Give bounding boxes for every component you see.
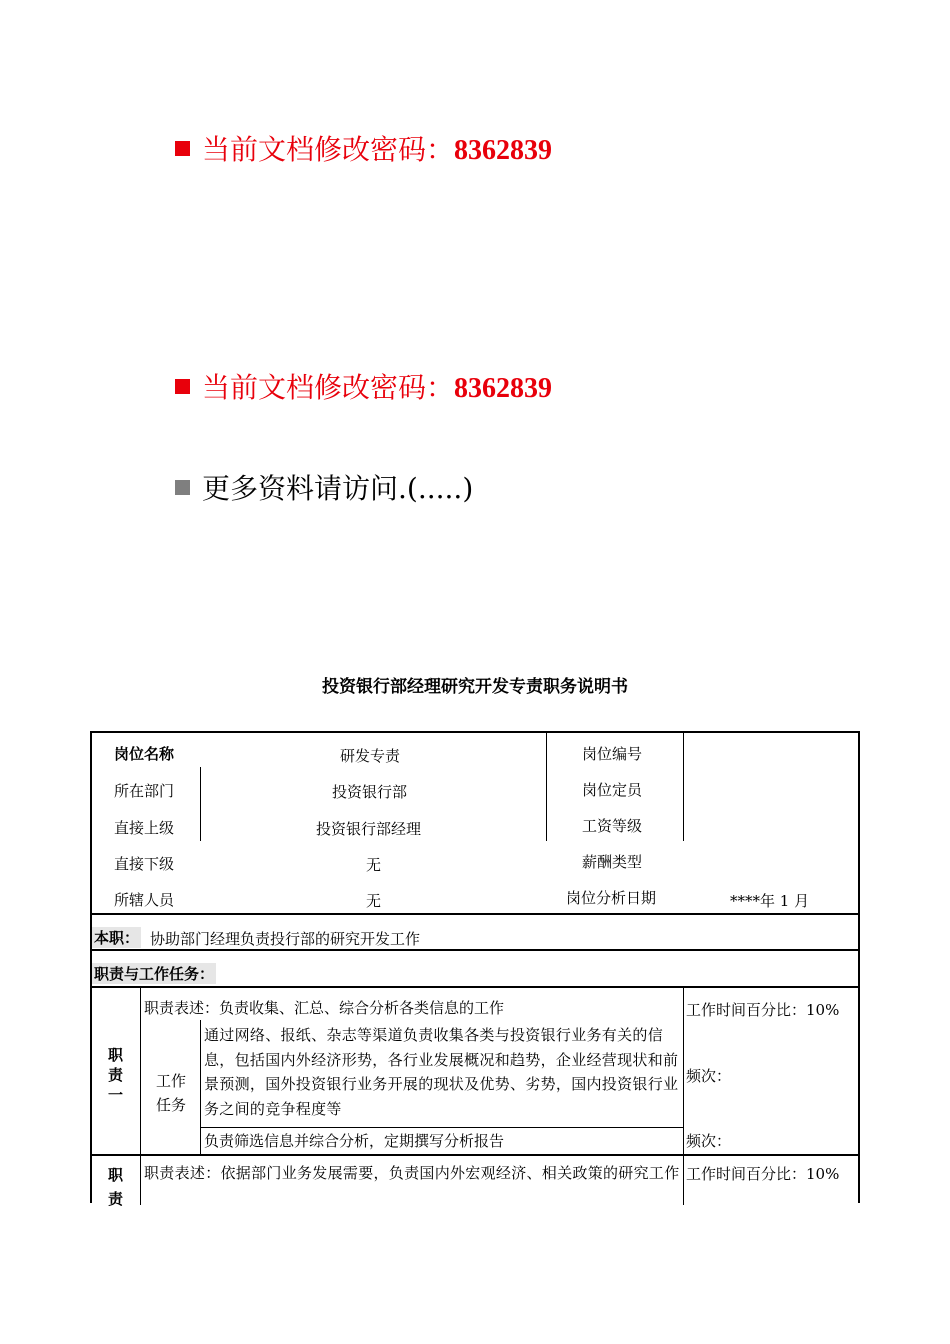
square-bullet-icon: [175, 141, 190, 156]
superior-value: 投资银行部经理: [316, 820, 422, 838]
duty1-work-label: [156, 1069, 190, 1117]
job-description-table: [90, 731, 860, 1208]
document-title: 投资银行部经理研究开发专责职务说明书: [322, 677, 628, 697]
password-notice-2: [175, 371, 552, 406]
duty1-task1: 通过网络、报纸、杂志等渠道负责收集各类与投资银行业务有关的信息，包括国内外经济形势，各行业发展概况和趋势，企业经营现状和前景预测，国外投资银行业务开展的现状及优势、劣势，国内投资银行业务之间的竞争程度等: [204, 1026, 679, 1118]
notice-text: 当前文档修改密码：: [202, 133, 455, 166]
notice-text: 当前文档修改密码：: [202, 371, 455, 404]
duty1-task2: 负责筛选信息并综合分析，定期撰写分析报告: [204, 1132, 505, 1150]
more-info-notice: [175, 472, 473, 506]
duty-label: 本职：: [94, 929, 140, 947]
duty1-desc: 职责表述：负责收集、汇总、综合分析各类信息的工作: [144, 999, 505, 1017]
staff-label: 所辖人员: [114, 891, 175, 909]
notice-number: 8362839: [454, 373, 553, 404]
pay-type-label: 薪酬类型: [582, 853, 643, 871]
wage-label: 工资等级: [582, 817, 643, 835]
duty1-freq1: 频次：: [686, 1067, 732, 1085]
duty1-label: [108, 1045, 126, 1105]
square-bullet-icon: [175, 480, 190, 495]
notice-text: 更多资料请访问.(.....): [202, 472, 474, 505]
duty1-time: 工作时间百分比：10%: [686, 1001, 840, 1019]
dept-label: 所在部门: [114, 782, 175, 800]
duty1-freq2: 频次：: [686, 1132, 732, 1150]
tasks-label: 职责与工作任务：: [94, 965, 215, 983]
password-notice-1: [175, 133, 552, 168]
duty2-time: 工作时间百分比：10%: [686, 1165, 840, 1183]
duty2-desc: 职责表述：依据部门业务发展需要，负责国内外宏观经济、相关政策的研究工作: [144, 1164, 680, 1182]
staff-value: 无: [366, 892, 382, 910]
notice-number: 8362839: [454, 135, 553, 166]
subordinate-label: 直接下级: [114, 855, 175, 873]
post-name-label: 岗位名称: [114, 745, 175, 763]
dept-value: 投资银行部: [332, 783, 408, 801]
square-bullet-icon: [175, 379, 190, 394]
duty1-label-text: 职责一: [108, 1046, 124, 1104]
work-tasks-label: 工作任务: [156, 1072, 187, 1114]
superior-label: 直接上级: [114, 819, 175, 837]
subordinate-value: 无: [366, 856, 382, 874]
duty2-label: [108, 1163, 126, 1211]
analysis-date-label: 岗位分析日期: [566, 889, 657, 907]
post-code-label: 岗位编号: [582, 745, 643, 763]
quota-label: 岗位定员: [582, 781, 643, 799]
duty-text: 协助部门经理负责投行部的研究开发工作: [150, 930, 421, 948]
duty2-label-text: 职责: [108, 1166, 124, 1208]
post-name-value: 研发专责: [340, 747, 401, 765]
analysis-date-value: ****年 1 月: [730, 892, 810, 910]
